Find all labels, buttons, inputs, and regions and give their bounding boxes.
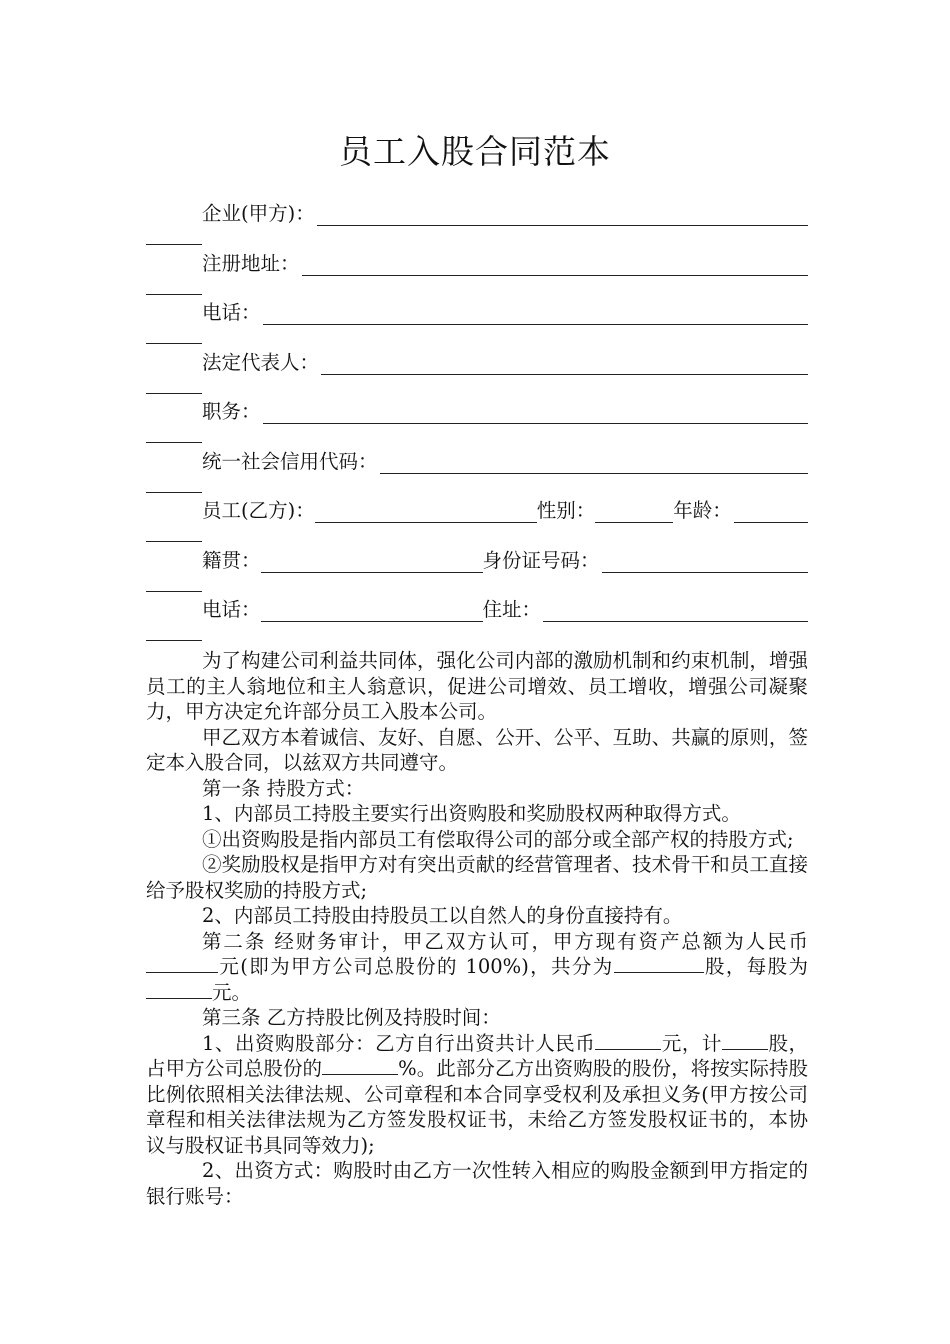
total-assets-blank[interactable] <box>146 954 218 973</box>
gender-blank[interactable] <box>595 498 673 523</box>
field-label-address: 注册地址： <box>202 251 300 275</box>
paragraph-purpose: 为了构建公司利益共同体，强化公司内部的激励机制和约束机制，增强员工的主人翁地位和主人翁意识，促进公司增效、员工增收，增强公司凝聚力，甲方决定允许部分员工入股本公司。 <box>146 649 808 723</box>
party-info-fields <box>146 196 808 642</box>
address-blank[interactable] <box>302 251 808 276</box>
position-blank[interactable] <box>263 399 808 424</box>
native-place-blank[interactable] <box>261 548 483 573</box>
field-address <box>146 246 808 296</box>
article-2-text: 第二条 经财务审计，甲乙双方认可，甲方现有资产总额为人民币 <box>202 929 808 953</box>
company-blank[interactable] <box>317 201 808 226</box>
article-2-text: 元。 <box>212 980 252 1004</box>
field-company <box>146 196 808 246</box>
field-label-legal-rep: 法定代表人： <box>202 350 320 374</box>
contract-body <box>146 648 808 1209</box>
field-label-credit-code: 统一社会信用代码： <box>202 449 378 473</box>
share-percent-blank[interactable] <box>322 1056 398 1075</box>
field-label-employee: 员工(乙方)： <box>202 499 315 522</box>
article-1-item-1b: ②奖励股权是指甲方对有突出贡献的经营管理者、技术骨干和员工直接给予股权奖励的持股方式; <box>146 853 808 902</box>
paragraph-principles: 甲乙双方本着诚信、友好、自愿、公开、公平、互助、共赢的原则，签定本入股合同，以兹双方共同遵守。 <box>146 725 808 774</box>
article-3-text: 股，占甲方公司总股份的 <box>146 1031 808 1080</box>
field-legal-rep <box>146 345 808 395</box>
purchase-amount-blank[interactable] <box>595 1031 661 1050</box>
field-native-place <box>146 543 808 593</box>
article-3-item-2: 2、出资方式：购股时由乙方一次性转入相应的购股金额到甲方指定的银行账号： <box>146 1159 808 1208</box>
field-label-native-place: 籍贯： <box>202 548 261 572</box>
field-label-age: 年龄： <box>673 499 732 522</box>
field-label-phone-employee: 电话： <box>202 598 261 621</box>
field-label-id-number: 身份证号码： <box>482 548 600 572</box>
article-3-text: 1、出资购股部分：乙方自行出资共计人民币 <box>202 1031 596 1055</box>
price-per-share-blank[interactable] <box>146 980 212 999</box>
article-2-text: 元(即为甲方公司总股份的 100%)，共分为 <box>218 955 614 978</box>
article-2-text: 股，每股为 <box>703 955 808 978</box>
field-credit-code <box>146 444 808 494</box>
employee-blank[interactable] <box>315 498 537 523</box>
field-phone <box>146 295 808 345</box>
article-3-item-1 <box>146 1031 808 1159</box>
phone-blank[interactable] <box>263 300 808 325</box>
article-3-text: 元，计 <box>661 1031 722 1055</box>
share-count-blank[interactable] <box>722 1031 768 1050</box>
article-3-text: %。此部分乙方出资购股的股份，将按实际持股比例依照相关法律法规、公司章程和本合同享受权利及承担义务(甲方按公司章程和相关法律法规为乙方签发股权证书，未给乙方签发股权证书的，本协议与股权证书具同等效力); <box>146 1057 808 1157</box>
phone-employee-blank[interactable] <box>261 597 483 622</box>
article-1-item-1: 1、内部员工持股主要实行出资购股和奖励股权两种取得方式。 <box>202 802 741 825</box>
legal-rep-blank[interactable] <box>321 350 808 375</box>
article-1-heading: 第一条 持股方式： <box>202 776 365 800</box>
article-1-item-1a: ①出资购股是指内部员工有偿取得公司的部分或全部产权的持股方式; <box>202 827 794 851</box>
field-employee <box>146 493 808 543</box>
field-label-company: 企业(甲方)： <box>202 202 315 225</box>
field-label-position: 职务： <box>202 400 261 423</box>
residence-blank[interactable] <box>543 597 808 622</box>
field-position <box>146 394 808 444</box>
total-shares-blank[interactable] <box>614 954 704 973</box>
field-phone-employee <box>146 592 808 642</box>
article-2 <box>146 929 808 1006</box>
article-1-item-2: 2、内部员工持股由持股员工以自然人的身份直接持有。 <box>202 904 683 927</box>
document-title: 员工入股合同范本 <box>339 132 611 171</box>
credit-code-blank[interactable] <box>380 449 808 474</box>
field-label-residence: 住址： <box>482 598 542 621</box>
age-blank[interactable] <box>734 498 808 523</box>
article-3-heading: 第三条 乙方持股比例及持股时间： <box>202 1006 501 1029</box>
field-label-phone: 电话： <box>202 301 261 324</box>
blank-continuation <box>146 640 202 641</box>
id-number-blank[interactable] <box>602 548 808 573</box>
field-label-gender: 性别： <box>536 499 596 522</box>
